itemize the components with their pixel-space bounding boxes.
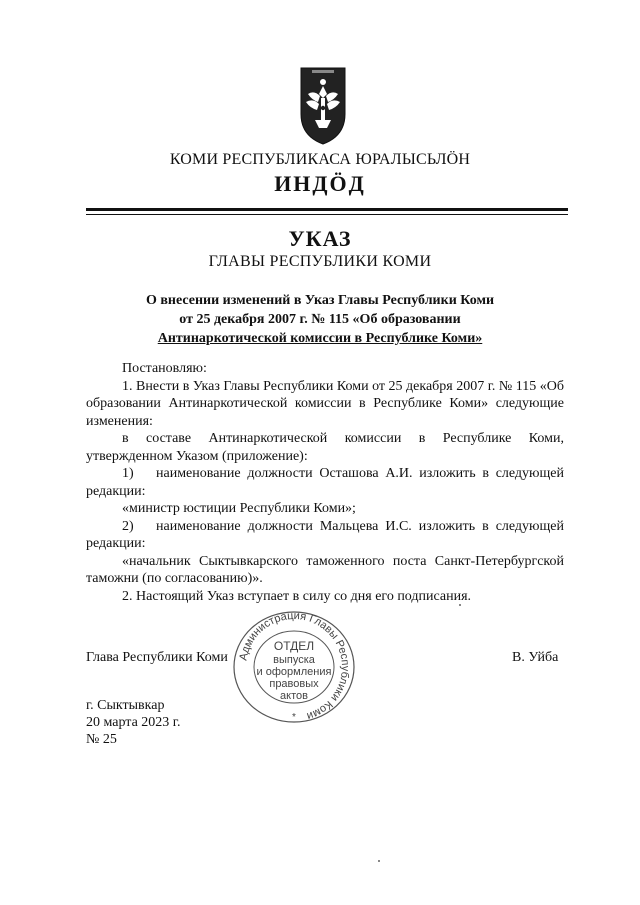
subject-line-2: от 25 декабря 2007 г. № 115 «Об образовании	[179, 312, 461, 327]
subitem-1-text: наименование должности Осташова А.И. изложить в следующей редакции:	[86, 466, 564, 499]
subitem-2-number: 2)	[122, 518, 134, 534]
item-2: 2. Настоящий Указ вступает в силу со дня его подписания.	[122, 588, 472, 604]
footer-date: 20 марта 2023 г.	[86, 715, 181, 730]
stamp-line-3: и оформления	[256, 666, 332, 678]
document-type: УКАЗ	[288, 226, 352, 251]
decree-body	[86, 360, 564, 605]
department-stamp	[229, 608, 359, 726]
item-1: 1. Внести в Указ Главы Республики Коми от 25 декабря 2007 г. № 115 «Об образовании Антинаркотической комиссии в Республике Коми» следующие изменения:	[86, 378, 564, 429]
decree-word: Постановляю:	[122, 361, 207, 376]
subject-line-3-text: Антинаркотической комиссии в Республике Коми»	[157, 331, 483, 346]
header-divider-thin	[86, 214, 568, 215]
stamp-line-1: ОТДЕЛ	[273, 639, 315, 653]
header-divider-thick	[86, 208, 568, 211]
stamp-line-2: выпуска	[273, 654, 315, 666]
subject-line-1: О внесении изменений в Указ Главы Республики Коми	[145, 293, 495, 308]
signatory-name: В. Уйба	[512, 650, 559, 665]
header-komi-doc-type: ИНДӦД	[274, 171, 366, 196]
header-komi-title: КОМИ РЕСПУБЛИКАСА ЮРАЛЫСЬЛӦН	[169, 151, 471, 168]
stamp-line-5: актов	[280, 690, 308, 702]
subject-line-3	[0, 329, 640, 348]
subitem-2-new-wording: «начальник Сыктывкарского таможенного поста Санкт-Петербургской таможни (по согласованию)».	[86, 553, 564, 586]
subitem-1-number: 1)	[122, 466, 134, 481]
subitem-2-text: наименование должности Мальцева И.С. изложить в следующей редакции:	[86, 518, 564, 551]
coat-of-arms-emblem	[298, 64, 348, 146]
subitem-2	[86, 518, 564, 553]
document-issuer: ГЛАВЫ РЕСПУБЛИКИ КОМИ	[208, 253, 432, 270]
stamp-line-4: правовых	[269, 678, 319, 690]
footer-city: г. Сыктывкар	[86, 698, 165, 713]
subitem-1-new-wording: «министр юстиции Республики Коми»;	[122, 501, 356, 516]
stamp-star: *	[292, 712, 296, 723]
signatory-position: Глава Республики Коми	[86, 650, 228, 665]
subitem-1	[86, 465, 564, 500]
scan-speck	[459, 604, 461, 606]
footer-number: № 25	[86, 732, 117, 747]
scan-speck	[378, 860, 380, 862]
document-footer	[86, 697, 180, 748]
item-1-sub: в составе Антинаркотической комиссии в Республике Коми, утвержденном Указом (приложение):	[86, 431, 564, 464]
stamp-ring-textpath: Администрация Главы Республики Коми	[237, 609, 352, 723]
